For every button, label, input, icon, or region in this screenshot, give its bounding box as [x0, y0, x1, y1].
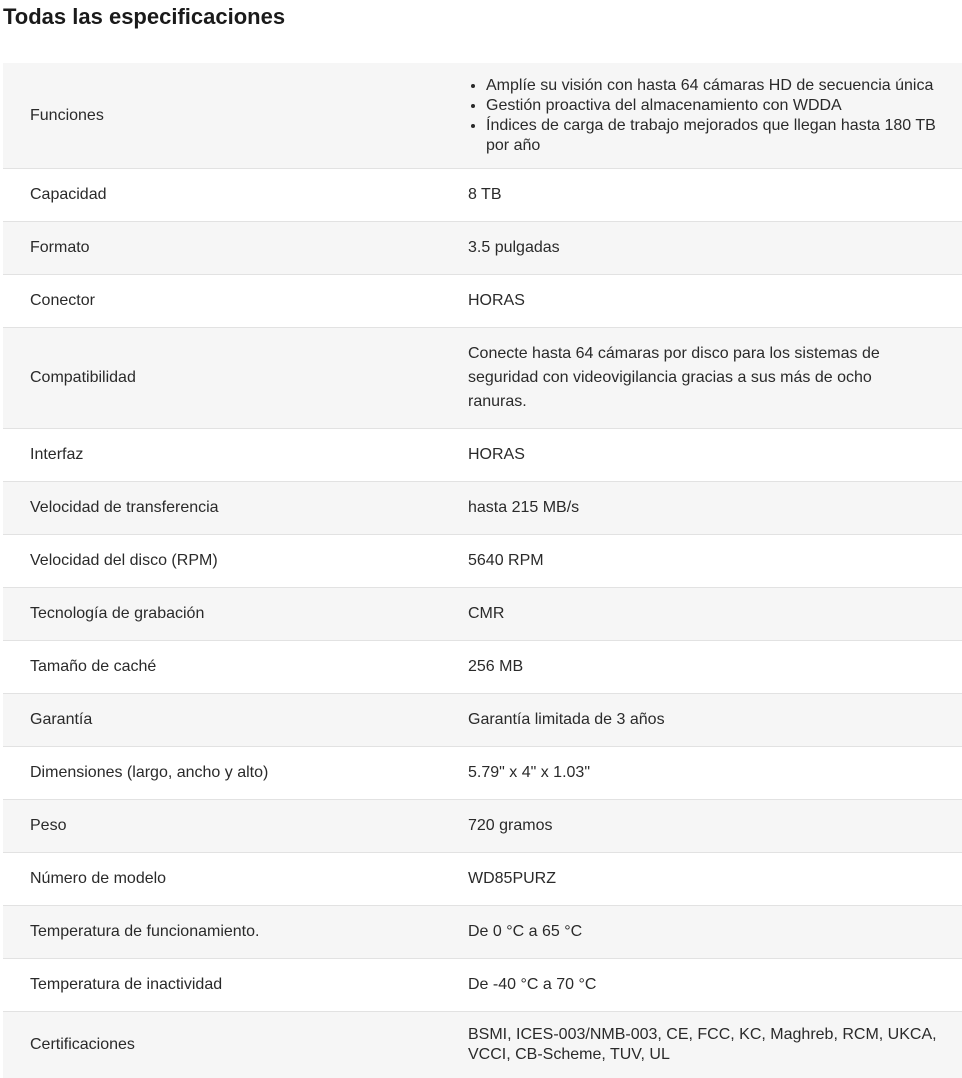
spec-label: Certificaciones: [30, 1036, 135, 1053]
spec-row-temperatura-funcionamiento: [3, 906, 962, 959]
spec-label: Tamaño de caché: [30, 658, 157, 675]
spec-label: Temperatura de funcionamiento.: [30, 923, 260, 940]
spec-row-velocidad-disco: [3, 535, 962, 588]
spec-value: Conecte hasta 64 cámaras por disco para los sistemas de seguridad con videovigilancia gracias a sus más de ocho ranuras.: [468, 345, 880, 410]
spec-row-temperatura-inactividad: [3, 959, 962, 1012]
spec-value: WD85PURZ: [468, 870, 557, 887]
spec-value: 5.79" x 4" x 1.03": [468, 764, 590, 781]
spec-value: CMR: [468, 605, 505, 622]
spec-row-compatibilidad: [3, 328, 962, 429]
feature-item: • Gestión proactiva del almacenamiento con WDDA: [486, 96, 948, 116]
spec-value: 256 MB: [468, 658, 524, 675]
spec-row-dimensiones: [3, 747, 962, 800]
spec-row-tamano-cache: [3, 641, 962, 694]
spec-row-formato: [3, 222, 962, 275]
spec-value: [468, 76, 962, 156]
spec-label: Funciones: [30, 106, 104, 124]
spec-label: Velocidad de transferencia: [30, 499, 219, 516]
spec-value: BSMI, ICES-003/NMB-003, CE, FCC, KC, Maghreb, RCM, UKCA, VCCI, CB-Scheme, TUV, UL: [468, 1026, 937, 1063]
spec-label: Garantía: [30, 711, 93, 728]
spec-label: Número de modelo: [30, 870, 167, 887]
spec-row-velocidad-transferencia: [3, 482, 962, 535]
spec-label: Peso: [30, 817, 67, 834]
spec-value: 3.5 pulgadas: [468, 239, 560, 256]
spec-label: Conector: [30, 292, 95, 309]
spec-value: HORAS: [468, 292, 525, 309]
spec-label: Compatibilidad: [30, 369, 136, 386]
spec-value: De -40 °C a 70 °C: [468, 976, 597, 993]
spec-row-garantia: [3, 694, 962, 747]
spec-label: Dimensiones (largo, ancho y alto): [30, 764, 269, 781]
spec-label: Formato: [30, 239, 90, 256]
spec-value: 8 TB: [468, 186, 502, 203]
feature-item: • Amplíe su visión con hasta 64 cámaras HD de secuencia única: [486, 76, 948, 96]
spec-label: Interfaz: [30, 446, 84, 463]
spec-row-certificaciones: [3, 1012, 962, 1078]
specifications-table: [3, 63, 962, 1078]
spec-row-funciones: [3, 63, 962, 169]
spec-row-interfaz: [3, 429, 962, 482]
feature-list: [468, 76, 948, 156]
spec-label: Capacidad: [30, 186, 107, 203]
spec-row-tecnologia-grabacion: [3, 588, 962, 641]
spec-label: Velocidad del disco (RPM): [30, 552, 218, 569]
spec-value: 720 gramos: [468, 817, 553, 834]
page-title: Todas las especificaciones: [3, 4, 286, 29]
spec-value: hasta 215 MB/s: [468, 499, 580, 516]
spec-label: Tecnología de grabación: [30, 605, 205, 622]
spec-value: De 0 °C a 65 °C: [468, 923, 583, 940]
spec-value: 5640 RPM: [468, 552, 544, 569]
spec-value: Garantía limitada de 3 años: [468, 711, 665, 728]
spec-row-numero-modelo: [3, 853, 962, 906]
spec-label: Temperatura de inactividad: [30, 976, 223, 993]
feature-item: • Índices de carga de trabajo mejorados que llegan hasta 180 TB por año: [486, 116, 948, 156]
spec-value: HORAS: [468, 446, 525, 463]
spec-row-conector: [3, 275, 962, 328]
spec-row-capacidad: [3, 169, 962, 222]
spec-row-peso: [3, 800, 962, 853]
